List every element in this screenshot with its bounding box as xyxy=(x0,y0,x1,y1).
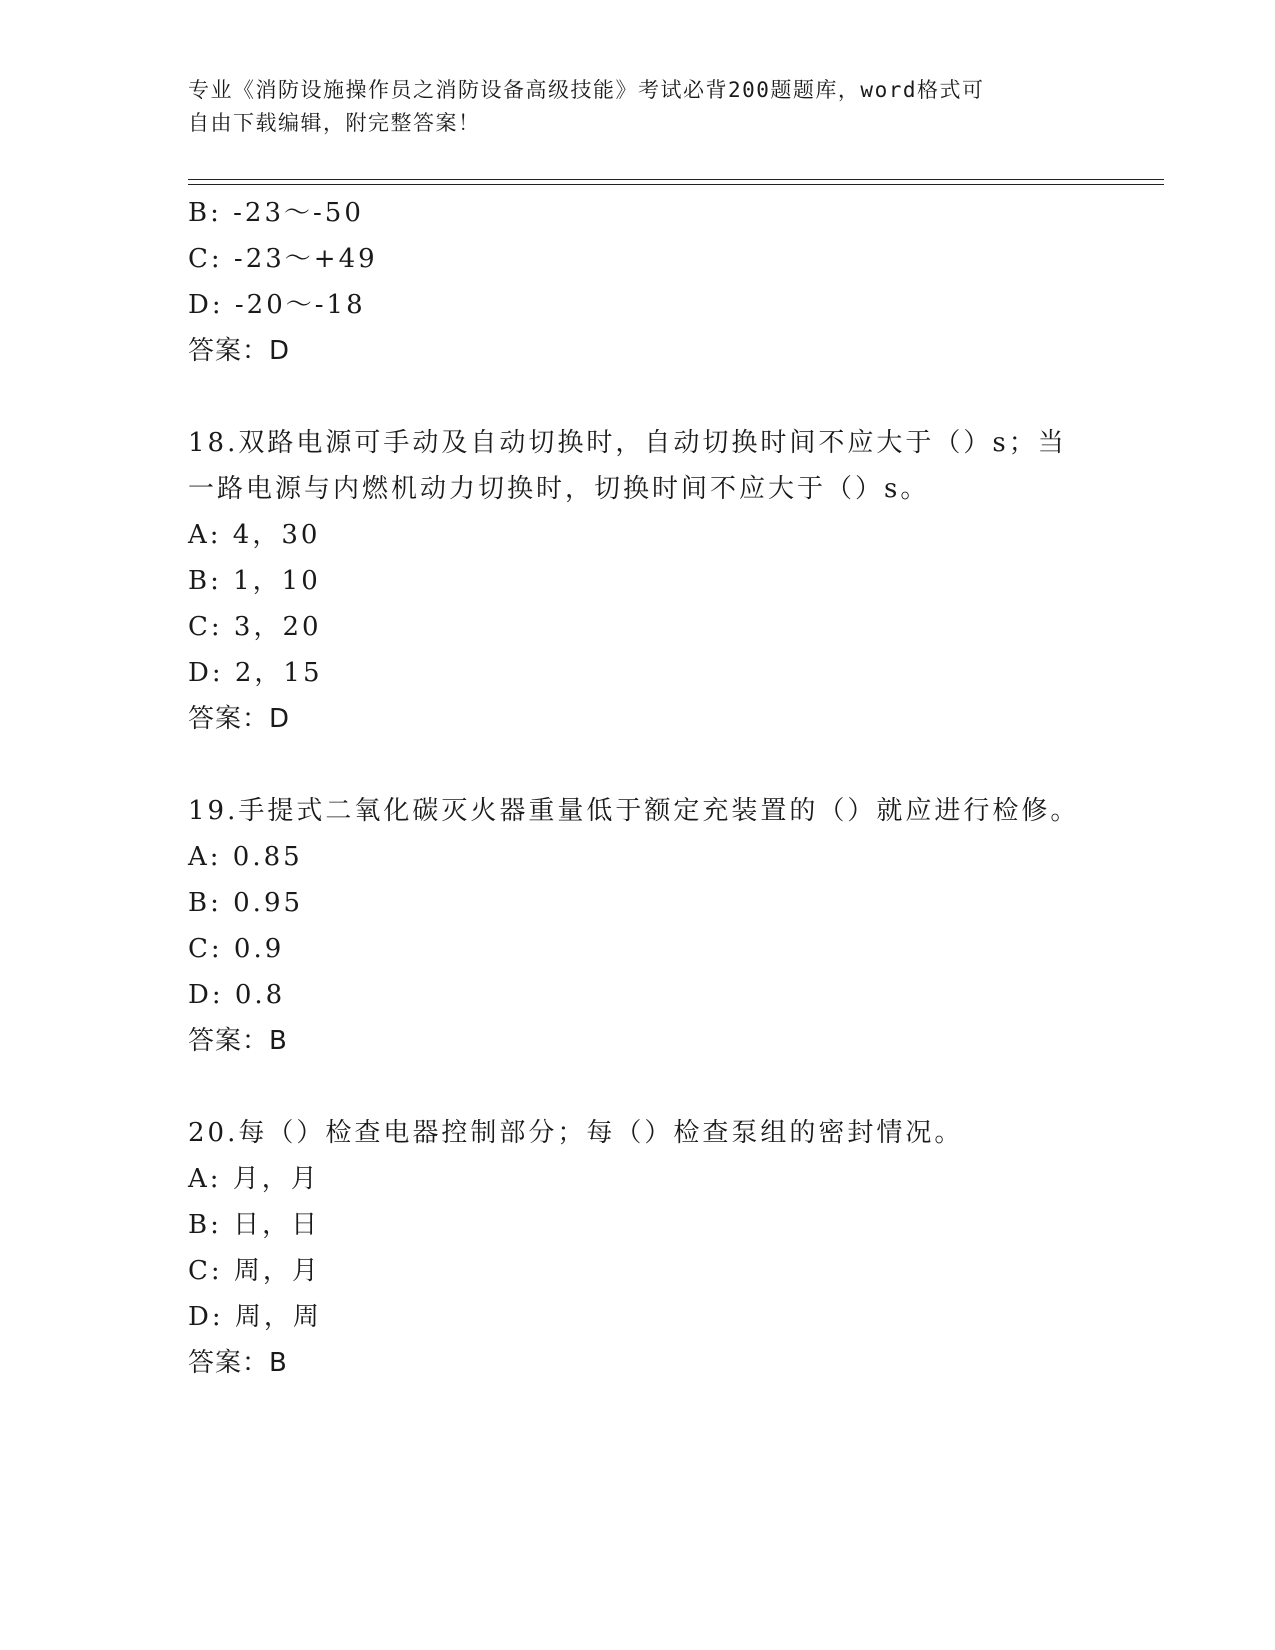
question-stem-line-2: 一路电源与内燃机动力切换时，切换时间不应大于（）s。 xyxy=(188,474,930,504)
answer-line: 答案：D xyxy=(188,704,291,734)
option-d: D: -20～-18 xyxy=(188,290,366,320)
option-b: B: 日，日 xyxy=(188,1210,321,1240)
option-b: B: -23～-50 xyxy=(188,198,364,228)
option-a: A: 月，月 xyxy=(188,1164,320,1194)
option-a: A: 0.85 xyxy=(188,842,303,872)
option-d: D: 0.8 xyxy=(188,980,286,1010)
option-c: C: 3，20 xyxy=(188,612,322,642)
header-line-2: 自由下载编辑，附完整答案！ xyxy=(188,111,481,135)
document-header xyxy=(188,74,1088,140)
option-b: B: 0.95 xyxy=(188,888,304,918)
option-d: D: 周，周 xyxy=(188,1302,322,1332)
option-c: C: 0.9 xyxy=(188,934,285,964)
question-stem: 20.每（）检查电器控制部分；每（）检查泵组的密封情况。 xyxy=(188,1118,964,1148)
header-line-1: 专业《消防设施操作员之消防设备高级技能》考试必背200题题库，word格式可 xyxy=(188,78,985,102)
option-c: C: -23～+49 xyxy=(188,244,378,274)
answer-line: 答案：B xyxy=(188,1026,288,1056)
question-18 xyxy=(188,420,1088,742)
question-stem: 19.手提式二氧化碳灭火器重量低于额定充装置的（）就应进行检修。 xyxy=(188,796,1080,826)
question-17 xyxy=(188,190,1088,374)
header-rule-bottom xyxy=(188,184,1164,185)
question-list xyxy=(188,190,1088,1386)
question-stem-line-1: 18.双路电源可手动及自动切换时，自动切换时间不应大于（）s；当 xyxy=(188,428,1067,458)
question-19 xyxy=(188,788,1088,1064)
answer-line: 答案：D xyxy=(188,336,291,366)
question-20 xyxy=(188,1110,1088,1386)
option-d: D: 2，15 xyxy=(188,658,323,688)
option-c: C: 周，月 xyxy=(188,1256,321,1286)
question-stem xyxy=(188,420,1088,512)
header-rule-top xyxy=(188,179,1164,180)
option-b: B: 1，10 xyxy=(188,566,321,596)
answer-line: 答案：B xyxy=(188,1348,288,1378)
option-a: A: 4，30 xyxy=(188,520,321,550)
